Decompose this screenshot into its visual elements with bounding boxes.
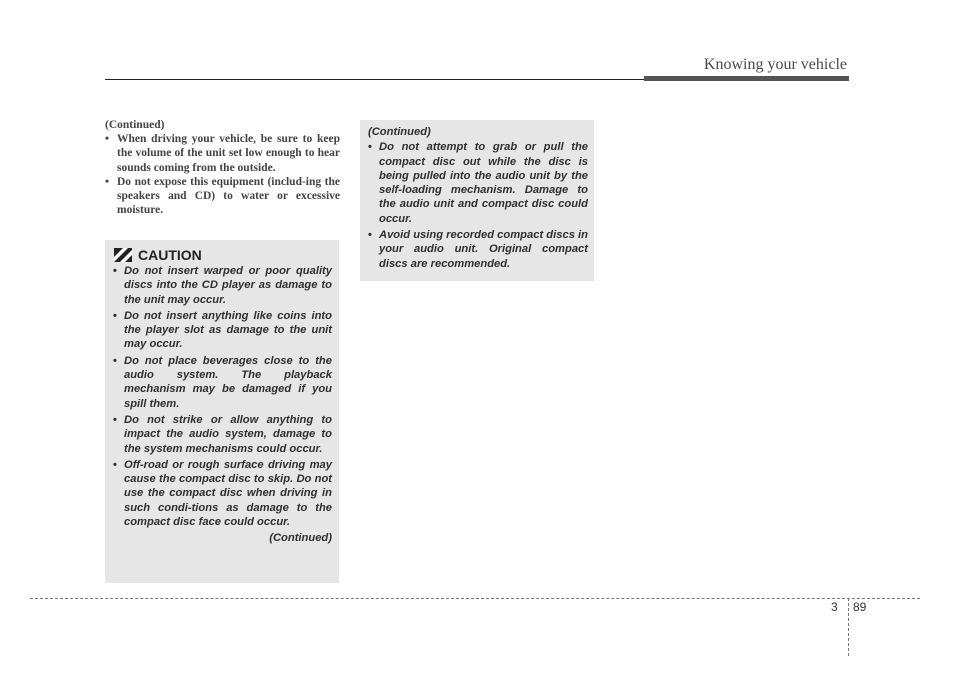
header-accent-bar bbox=[644, 76, 849, 81]
caution-bullet-list bbox=[113, 264, 332, 529]
page-header-title: Knowing your vehicle bbox=[703, 56, 847, 73]
continued-label: (Continued) bbox=[105, 119, 165, 131]
list-item: • Avoid using recorded compact discs in your audio unit. Original compact discs are recommended. bbox=[368, 228, 588, 271]
caution-heading bbox=[114, 247, 332, 263]
continued-label: (Continued) bbox=[269, 532, 332, 545]
caution-stripe-icon bbox=[114, 248, 132, 262]
list-item: • Do not strike or allow anything to impact the audio system, damage to the system mechanisms could occur. bbox=[113, 413, 332, 456]
list-item: • Do not place beverages close to the audio system. The playback mechanism may be damaged if you spill them. bbox=[113, 354, 332, 411]
middle-bullet-list bbox=[368, 140, 588, 271]
left-column-text bbox=[105, 118, 340, 217]
list-item: • When driving your vehicle, be sure to keep the volume of the unit set low enough to hear sounds coming from the outside. bbox=[105, 132, 340, 175]
list-item: • Do not insert warped or poor quality discs into the CD player as damage to the unit may occur. bbox=[113, 264, 332, 307]
footer-dashed-divider bbox=[848, 598, 849, 656]
caution-title: CAUTION bbox=[138, 247, 202, 263]
list-item: • Off-road or rough surface driving may cause the compact disc to skip. Do not use the compact disc when driving in such condi-tions as damage to the compact disc face could occur. bbox=[113, 458, 332, 529]
section-number: 3 bbox=[831, 600, 838, 614]
left-bullet-list bbox=[105, 132, 340, 217]
footer-dashed-rule bbox=[30, 598, 920, 599]
caution-box bbox=[105, 240, 339, 583]
list-item: • Do not attempt to grab or pull the compact disc out while the disc is being pulled into the audio unit by the self-loading mechanism. Damage to the audio unit and compact disc could occur. bbox=[368, 140, 588, 226]
page-number: 89 bbox=[853, 600, 867, 614]
continued-label: (Continued) bbox=[368, 126, 431, 138]
list-item: • Do not insert anything like coins into the player slot as damage to the unit may occur. bbox=[113, 309, 332, 352]
continued-caution-box bbox=[360, 120, 594, 281]
list-item: • Do not expose this equipment (includ-ing the speakers and CD) to water or excessive moisture. bbox=[105, 175, 340, 218]
